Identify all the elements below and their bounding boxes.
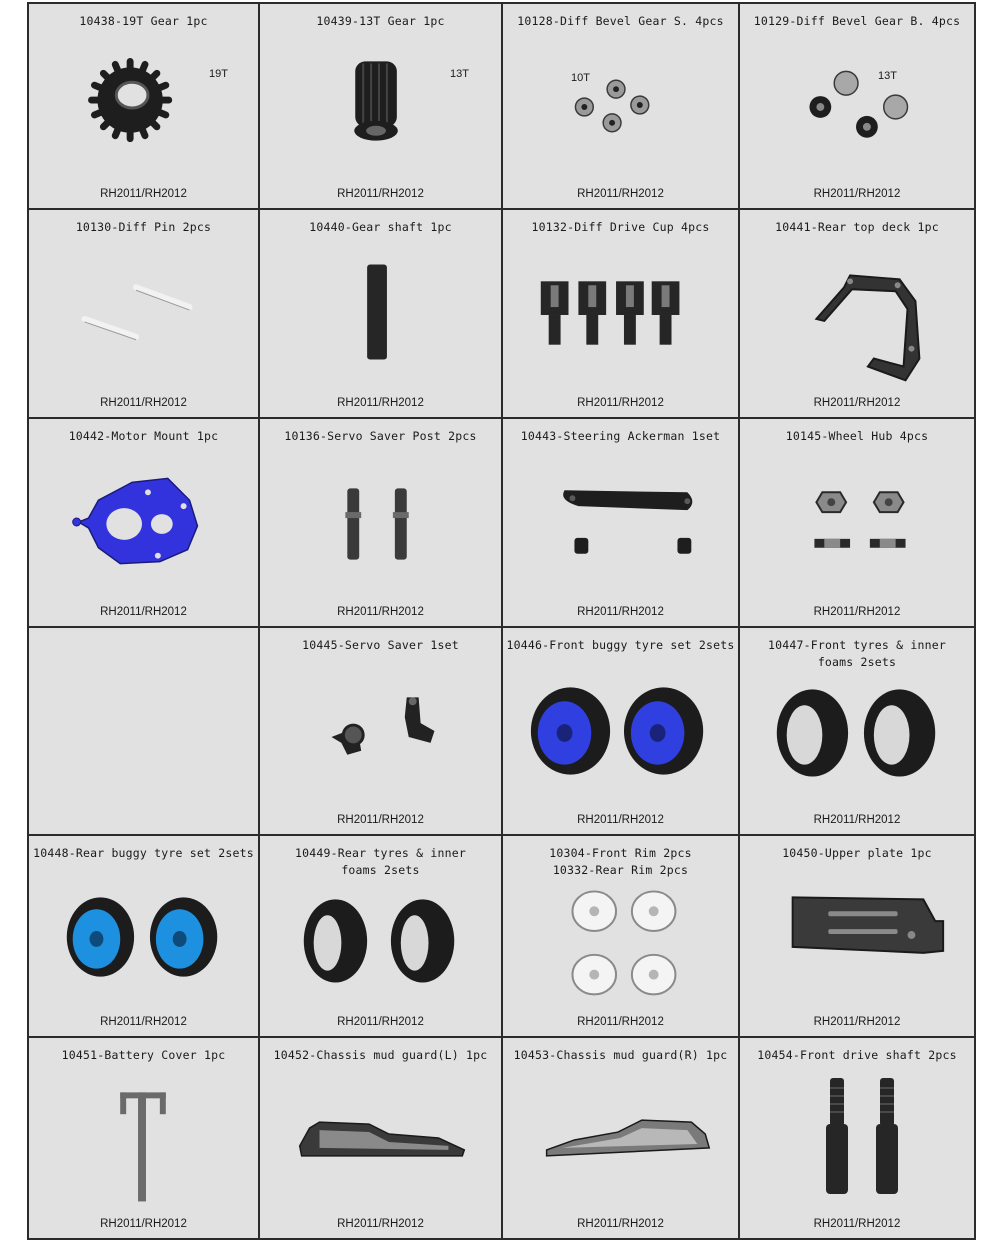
model-label: RH2011/RH2012 (813, 188, 901, 200)
rear-top-deck-image (740, 210, 974, 417)
model-label: RH2011/RH2012 (813, 397, 901, 409)
gear-19t-image (29, 4, 258, 208)
part-cell-10454 (740, 1038, 974, 1238)
part-title: 10450-Upper plate 1pc (782, 846, 932, 860)
part-cell-10448 (29, 836, 260, 1038)
battery-cover-image (29, 1038, 258, 1238)
model-label: RH2011/RH2012 (337, 188, 424, 200)
part-cell-10438 (29, 4, 260, 210)
part-title: 10445-Servo Saver 1set (302, 638, 459, 652)
part-title: 10439-13T Gear 1pc (316, 14, 445, 28)
part-cell-10453 (503, 1038, 740, 1238)
model-label: RH2011/RH2012 (813, 606, 901, 618)
part-title: 10449-Rear tyres & inner foams 2sets (295, 846, 466, 877)
model-label: RH2011/RH2012 (577, 1016, 664, 1028)
servo-saver-post-image (260, 419, 501, 626)
parts-row (29, 1038, 974, 1238)
part-title: 10128-Diff Bevel Gear S. 4pcs (517, 14, 724, 28)
steering-ackerman-image (503, 419, 738, 626)
part-title: 10130-Diff Pin 2pcs (75, 220, 212, 234)
part-cell-10442 (29, 419, 260, 628)
part-cell-10129 (740, 4, 974, 210)
part-title: 10132-Diff Drive Cup 4pcs (531, 220, 710, 234)
parts-row (29, 836, 974, 1038)
model-label: RH2011/RH2012 (813, 1218, 901, 1230)
model-label: RH2011/RH2012 (577, 397, 664, 409)
tooth-count-label: 13T (878, 70, 897, 82)
part-cell-empty (29, 628, 260, 836)
model-label: RH2011/RH2012 (100, 1016, 187, 1028)
servo-saver-image (260, 628, 501, 834)
rear-tyre-foam-image (260, 836, 501, 1036)
part-cell-10449 (260, 836, 503, 1038)
part-cell-10443 (503, 419, 740, 628)
motor-mount-image (29, 419, 258, 626)
model-label: RH2011/RH2012 (337, 1016, 424, 1028)
part-cell-10130 (29, 210, 260, 419)
part-title: 10454-Front drive shaft 2pcs (757, 1048, 957, 1062)
model-label: RH2011/RH2012 (577, 814, 664, 826)
wheel-hub-image (740, 419, 974, 626)
part-title: 10304-Front Rim 2pcs 10332-Rear Rim 2pcs (549, 846, 692, 877)
part-cell-10304 (503, 836, 740, 1038)
parts-row (29, 210, 974, 419)
part-cell-10450 (740, 836, 974, 1038)
part-cell-10441 (740, 210, 974, 419)
part-title: 10452-Chassis mud guard(L) 1pc (273, 1048, 488, 1062)
part-cell-10136 (260, 419, 503, 628)
model-label: RH2011/RH2012 (577, 606, 664, 618)
part-cell-10439 (260, 4, 503, 210)
parts-row (29, 4, 974, 210)
part-title: 10451-Battery Cover 1pc (61, 1048, 226, 1062)
model-label: RH2011/RH2012 (813, 814, 901, 826)
part-title: 10129-Diff Bevel Gear B. 4pcs (753, 14, 961, 28)
gear-13t-image (260, 4, 501, 208)
part-title: 10441-Rear top deck 1pc (775, 220, 939, 234)
bevel-gear-big-image (740, 4, 974, 208)
model-label: RH2011/RH2012 (577, 1218, 664, 1230)
part-cell-10145 (740, 419, 974, 628)
part-title: 10442-Motor Mount 1pc (68, 429, 219, 443)
model-label: RH2011/RH2012 (100, 606, 187, 618)
part-cell-10446 (503, 628, 740, 836)
part-cell-10452 (260, 1038, 503, 1238)
front-drive-shaft-image (740, 1038, 974, 1238)
model-label: RH2011/RH2012 (100, 1218, 187, 1230)
part-title: 10453-Chassis mud guard(R) 1pc (513, 1048, 728, 1062)
parts-row (29, 419, 974, 628)
part-cell-10440 (260, 210, 503, 419)
mud-guard-right-image (503, 1038, 738, 1238)
model-label: RH2011/RH2012 (337, 814, 424, 826)
model-label: RH2011/RH2012 (100, 397, 187, 409)
part-title: 10446-Front buggy tyre set 2sets (506, 638, 735, 652)
front-buggy-tyre-image (503, 628, 738, 834)
model-label: RH2011/RH2012 (337, 1218, 424, 1230)
model-label: RH2011/RH2012 (337, 606, 424, 618)
mud-guard-left-image (260, 1038, 501, 1238)
tooth-count-label: 19T (209, 68, 228, 80)
front-tyre-foam-image (740, 628, 974, 834)
part-cell-10128 (503, 4, 740, 210)
part-title: 10136-Servo Saver Post 2pcs (284, 429, 477, 443)
part-title: 10438-19T Gear 1pc (79, 14, 208, 28)
part-title: 10145-Wheel Hub 4pcs (785, 429, 929, 443)
parts-row (29, 628, 974, 836)
parts-sheet (27, 2, 976, 1240)
rear-buggy-tyre-image (29, 836, 258, 1036)
model-label: RH2011/RH2012 (100, 188, 187, 200)
model-label: RH2011/RH2012 (337, 397, 424, 409)
model-label: RH2011/RH2012 (577, 188, 664, 200)
gear-shaft-image (260, 210, 501, 417)
upper-plate-image (740, 836, 974, 1036)
part-cell-10447 (740, 628, 974, 836)
diff-drive-cup-image (503, 210, 738, 417)
part-cell-10132 (503, 210, 740, 419)
part-cell-10451 (29, 1038, 260, 1238)
part-title: 10448-Rear buggy tyre set 2sets (33, 846, 254, 860)
model-label: RH2011/RH2012 (813, 1016, 901, 1028)
rim-image (503, 836, 738, 1036)
part-title: 10440-Gear shaft 1pc (309, 220, 452, 234)
part-title: 10447-Front tyres & inner foams 2sets (767, 638, 947, 669)
tooth-count-label: 13T (450, 68, 469, 80)
diff-pin-image (29, 210, 258, 417)
tooth-count-label: 10T (571, 72, 590, 84)
bevel-gear-small-image (503, 4, 738, 208)
part-title: 10443-Steering Ackerman 1set (520, 429, 721, 443)
part-cell-10445 (260, 628, 503, 836)
